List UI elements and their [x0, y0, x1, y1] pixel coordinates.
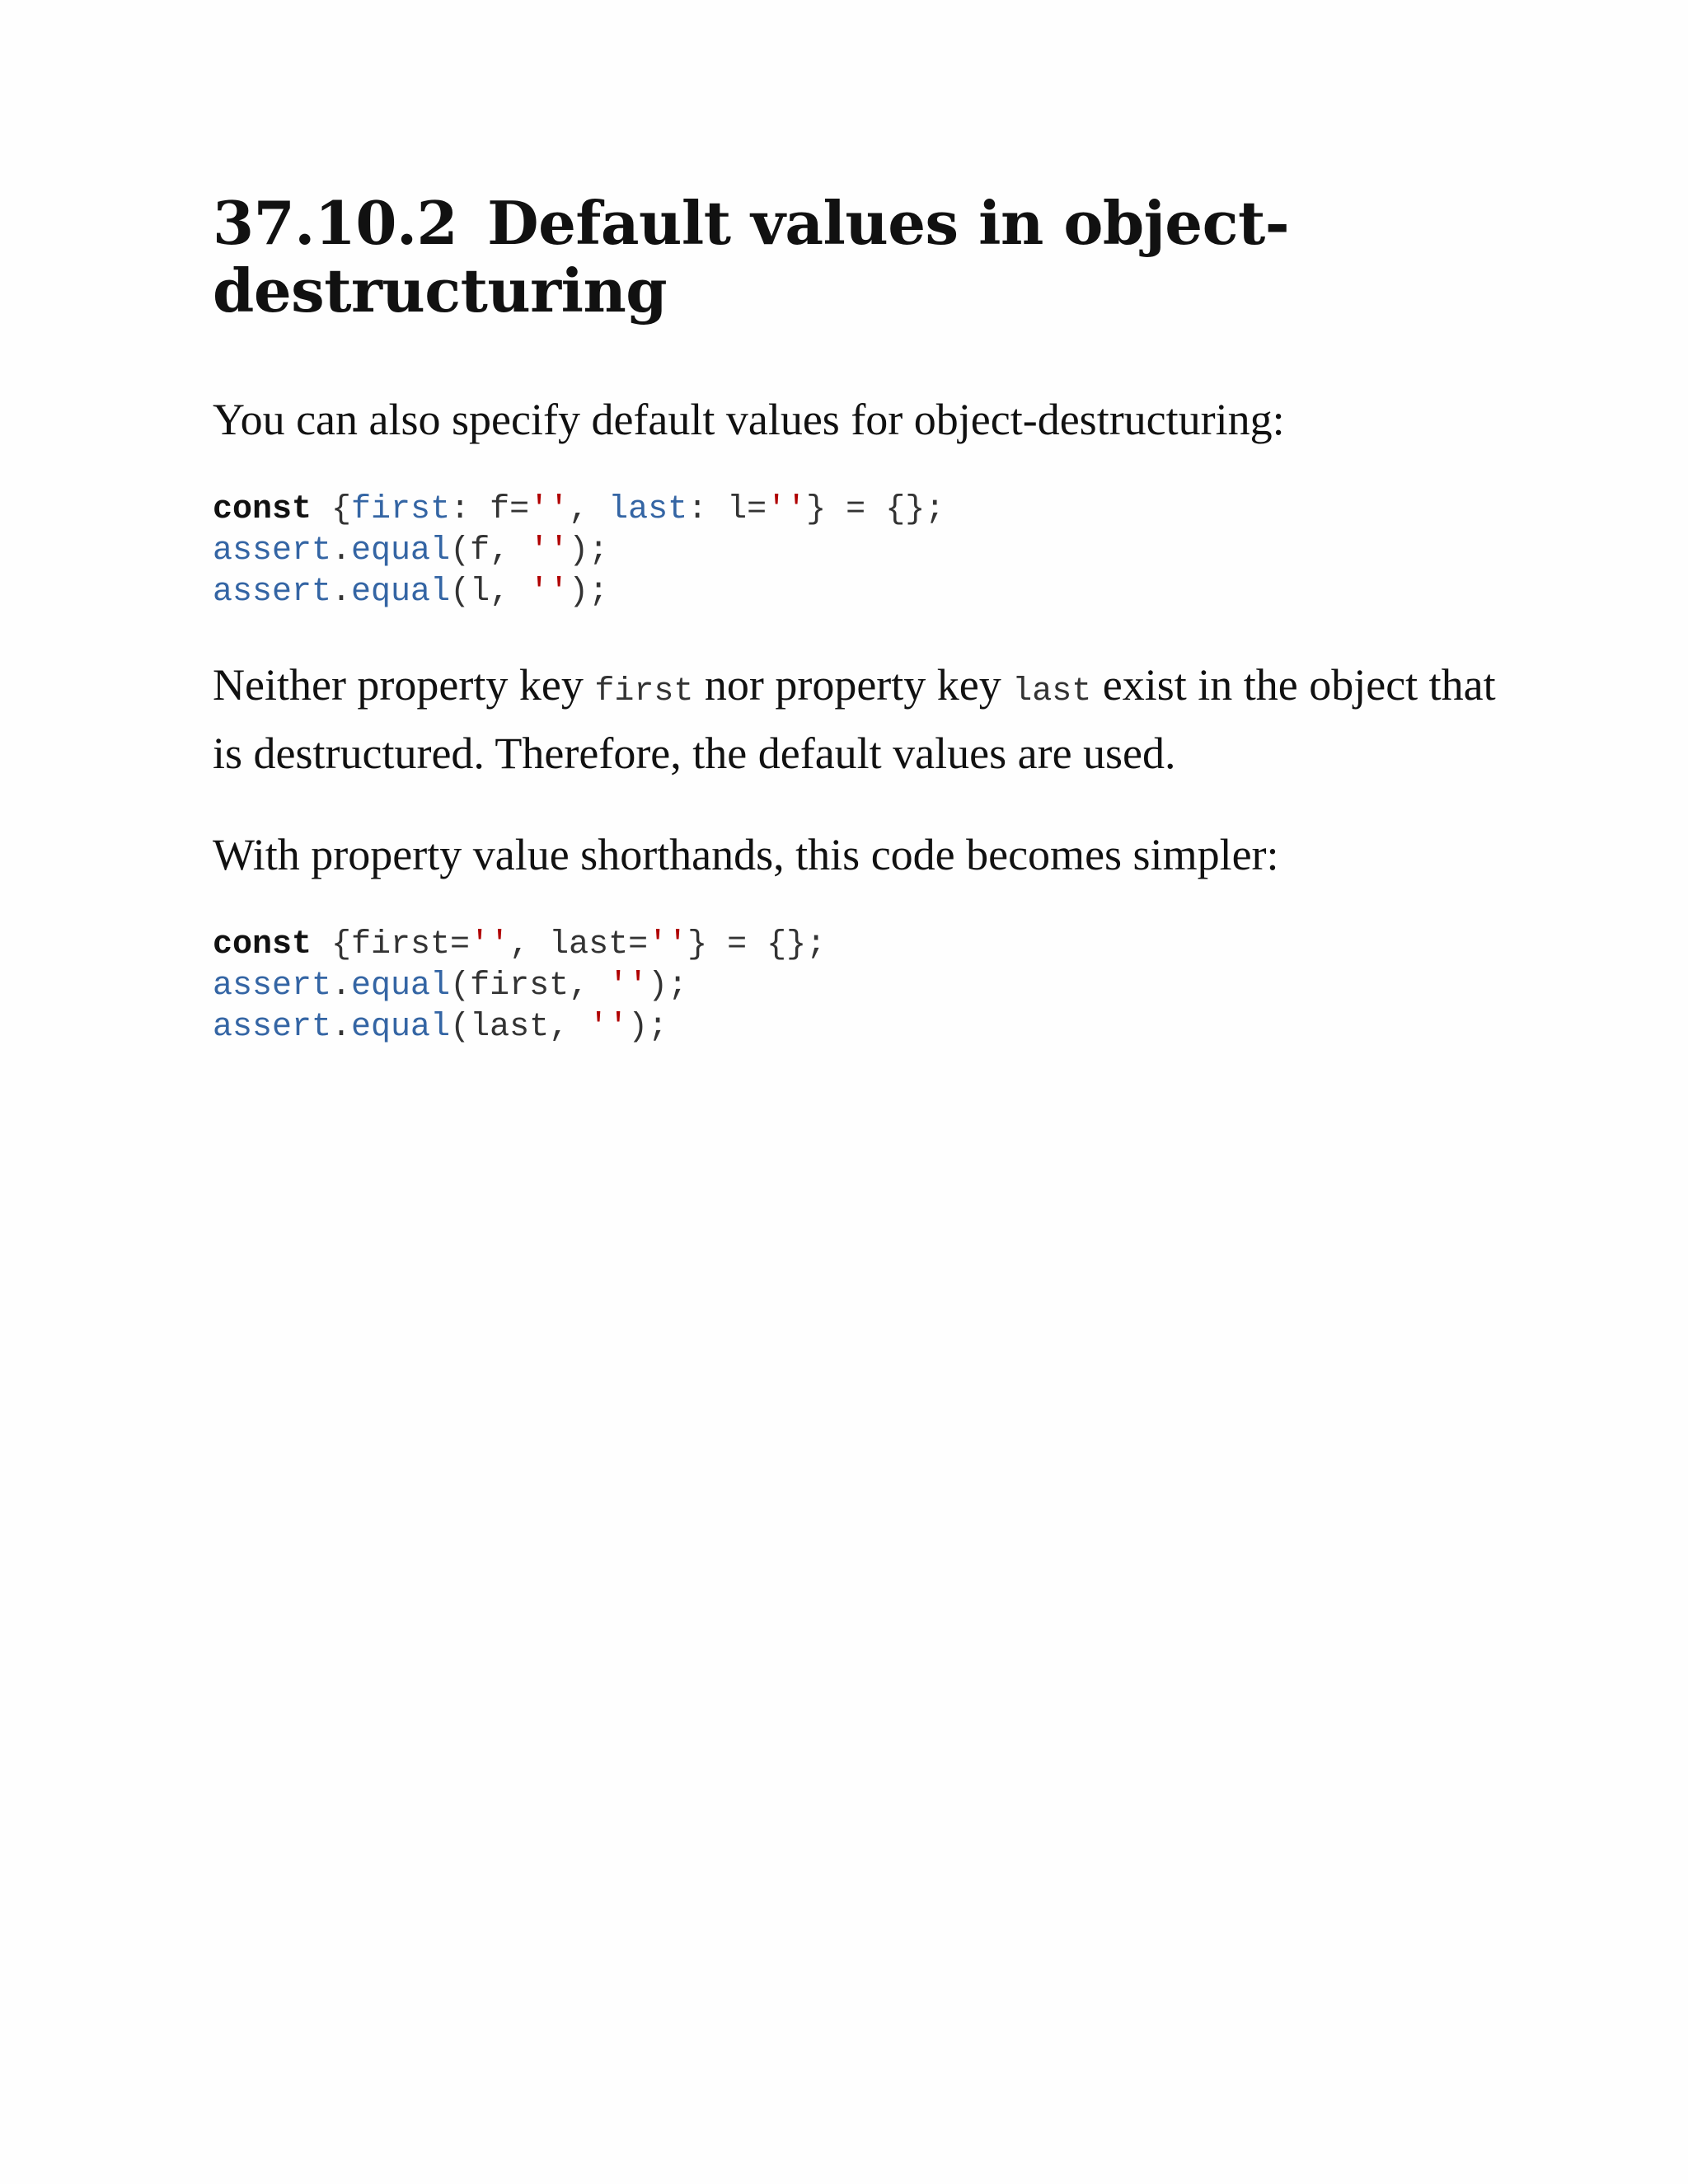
code-token: (last,	[450, 1009, 589, 1046]
inline-code-last: last	[1012, 673, 1092, 710]
code-token: equal	[351, 574, 451, 611]
explanation-text: nor property key	[693, 660, 1013, 710]
code-block-shorthand	[213, 925, 1498, 1048]
code-line	[213, 968, 687, 1005]
code-token: assert	[213, 1009, 332, 1046]
code-token: first	[351, 491, 451, 528]
code-token: equal	[351, 532, 451, 569]
code-token: {	[312, 491, 352, 528]
code-token: : f=	[450, 491, 530, 528]
code-string: ''	[648, 926, 688, 963]
explanation-text: Neither property key	[213, 660, 595, 710]
code-token: } = {};	[806, 491, 945, 528]
code-token: assert	[213, 532, 332, 569]
code-line	[213, 532, 608, 569]
code-keyword: const	[213, 926, 312, 963]
code-keyword: const	[213, 491, 312, 528]
shorthand-paragraph: With property value shorthands, this code becomes simpler:	[213, 830, 1279, 879]
code-string: ''	[529, 574, 570, 611]
code-token: .	[331, 968, 352, 1005]
code-token: );	[569, 574, 609, 611]
section-title-line1: Default values in object-	[487, 188, 1290, 258]
code-string: ''	[529, 532, 570, 569]
code-token: } = {};	[687, 926, 827, 963]
code-string: ''	[470, 926, 510, 963]
inline-code-first: first	[594, 673, 694, 710]
code-token: (l,	[450, 574, 530, 611]
explanation-paragraph	[213, 654, 1498, 785]
code-token: equal	[351, 1009, 451, 1046]
code-line	[213, 491, 945, 528]
code-token: assert	[213, 574, 332, 611]
code-token: , last=	[509, 926, 649, 963]
code-token: {first=	[312, 926, 471, 963]
code-token: ,	[569, 491, 609, 528]
code-token: (f,	[450, 532, 530, 569]
section-title-line2: destructuring	[213, 255, 668, 326]
page-content	[213, 190, 1498, 1048]
code-token: .	[331, 532, 352, 569]
section-heading	[213, 190, 1498, 325]
code-line	[213, 1009, 668, 1046]
intro-paragraph: You can also specify default values for object-destructuring:	[213, 395, 1285, 444]
section-number: 37.10.2	[213, 188, 458, 258]
code-token: .	[331, 1009, 352, 1046]
explanation-text: exist in the object that is destructured. Therefore, the default values are used.	[213, 660, 1496, 778]
code-string: ''	[767, 491, 807, 528]
code-string: ''	[608, 968, 649, 1005]
code-token: assert	[213, 968, 332, 1005]
code-token: );	[648, 968, 688, 1005]
code-token: );	[628, 1009, 668, 1046]
code-token: );	[569, 532, 609, 569]
code-token: (first,	[450, 968, 609, 1005]
code-string: ''	[529, 491, 570, 528]
code-token: : l=	[687, 491, 767, 528]
code-token: .	[331, 574, 352, 611]
code-line	[213, 574, 608, 611]
code-block-defaults	[213, 490, 1498, 613]
code-token: equal	[351, 968, 451, 1005]
code-string: ''	[588, 1009, 629, 1046]
code-token: last	[608, 491, 688, 528]
code-line	[213, 926, 826, 963]
